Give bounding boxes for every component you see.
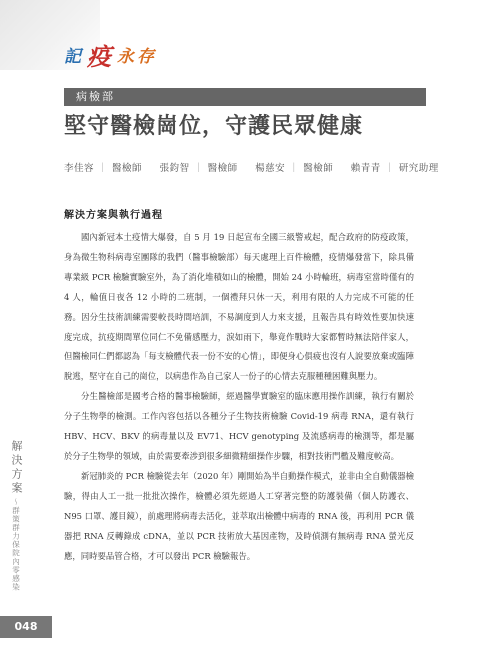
author-name: 楊慈安 (255, 163, 286, 174)
paragraph: 分生醫檢部是國考合格的醫事檢驗師，經過醫學實驗室的臨床應用操作訓練，執行有關於分子生物學的檢測。工作內容包括以各種分子生物技術檢驗 Covid-19 病毒 RNA，還有執行 HBV、HCV、BKV 的病毒量以及 EV71、HCV genotyping 及流感病毒的檢測等，都是屬於分子生物學的領域，由於需要牽涉到很多細微精細操作步驟，相對技術門檻及難度較高。 (64, 391, 414, 461)
page-title: 堅守醫檢崗位，守護民眾健康 (64, 113, 364, 139)
department-label: 病檢部 (76, 90, 115, 103)
chapter-title: 解決方案 (10, 440, 23, 496)
section-heading: 解決方案與執行過程 (64, 210, 163, 221)
author-name: 張鈞智 (159, 163, 190, 174)
paragraph: 國內新冠本土疫情大爆發，自 5 月 19 日起宣布全國三級警戒起，配合政府的防疫政策，身為微生物科病毒室團隊的我們（醫事檢驗部）每天處理上百件檢體，疫情爆發當下，除具備專業級 PCR 檢驗實驗室外，為了消化堆積如山的檢體，開始 24 小時輪班，病毒室當時僅有的 4 人，輪值日夜各 12 小時的二班制，一個禮拜只休一天，利用有限的人力完成不可能的任務。因分生技術訓練需要較長時間培訓，不易調度到人力來支援，且報告具有時效性要加快速度完成，抗疫期間單位同仁不免備感壓力，淚如雨下，舉竟作戰時大家都暫時無法陪伴家人，但醫檢同仁們都認為「每支檢體代表一份不安的心情」，即便身心俱疲也沒有人說要放棄或臨陣脫逃，堅守在自己的崗位，以病患作為自己家人一份子的心情去克服種種困難與壓力。 (64, 232, 414, 382)
author-role: 醫檢師 (112, 163, 143, 174)
brand-part-1: 記 (64, 46, 84, 67)
chapter-side-tab (8, 440, 24, 592)
paragraph: 新冠肺炎的 PCR 檢驗從去年（2020 年）剛開始為半自動操作模式，並非由全自動儀器檢驗，得由人工一批一批批次操作，檢體必須先經過人工穿著完整的防護裝備（個人防護衣、N95 口罩、護目鏡），前處理將病毒去活化，並萃取出檢體中病毒的 RNA 後，再利用 PCR 儀器把 RNA 反轉錄成 cDNA，並以 PCR 技術放大基因產物，及時偵測有無病毒 RNA 螢光反應，同時要品管合格，才可以發出 PCR 檢驗報告。 (64, 470, 414, 561)
author-role: 研究助理 (398, 163, 439, 174)
author-name: 賴青青 (350, 163, 381, 174)
chapter-subtitle: 〜群策群力保院內零感染 (11, 498, 21, 592)
article-body (64, 228, 414, 566)
department-bar (64, 88, 426, 106)
page-number: 048 (0, 616, 52, 638)
author-list: 李佳容 ｜ 醫檢師 張鈞智 ｜ 醫檢師 楊慈安 ｜ 醫檢師 賴青青 ｜ 研究助理 (64, 163, 439, 174)
author-name: 李佳容 (64, 163, 95, 174)
brand-part-2: 疫 (87, 41, 114, 71)
brand-part-3: 永存 (117, 46, 157, 67)
author-role: 醫檢師 (303, 163, 334, 174)
author-role: 醫檢師 (207, 163, 238, 174)
brand-logo (64, 38, 157, 70)
